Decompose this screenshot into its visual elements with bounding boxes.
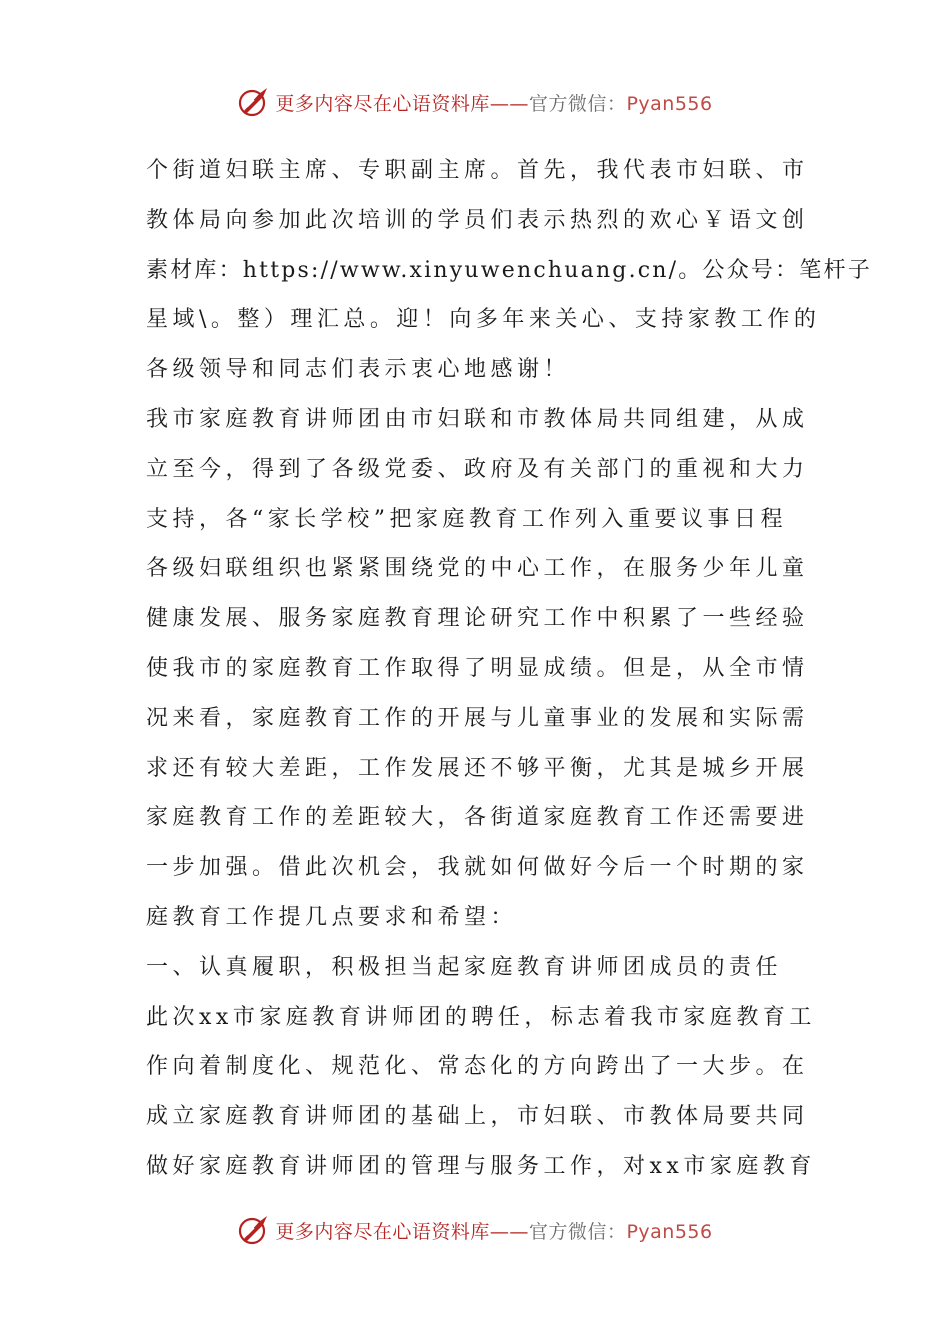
body-line: 一步加强。借此次机会，我就如何做好今后一个时期的家 — [146, 855, 809, 881]
body-line: 做好家庭教育讲师团的管理与服务工作，对xx市家庭教育 — [146, 1153, 816, 1179]
body-line: 素材库：https://www.xinyuwenchuang.cn/。公众号：笔杆子 — [146, 257, 872, 283]
body-line: 星域\。整）理汇总。迎！向多年来关心、支持家教工作的 — [146, 307, 821, 333]
body-line: 立至今，得到了各级党委、政府及有关部门的重视和大力 — [146, 456, 809, 482]
body-line: 各级妇联组织也紧紧围绕党的中心工作，在服务少年儿童 — [146, 556, 809, 582]
body-line: 使我市的家庭教育工作取得了明显成绩。但是，从全市情 — [146, 655, 809, 681]
footer-text — [275, 1217, 712, 1244]
header-dash: —— — [489, 92, 529, 115]
body-line: 求还有较大差距，工作发展还不够平衡，尤其是城乡开展 — [146, 755, 809, 781]
body-line: 健康发展、服务家庭教育理论研究工作中积累了一些经验 — [146, 606, 809, 632]
body-line: 我市家庭教育讲师团由市妇联和市教体局共同组建，从成 — [146, 406, 809, 432]
body-line: 况来看，家庭教育工作的开展与儿童事业的发展和实际需 — [146, 705, 809, 731]
body-line: 此次xx市家庭教育讲师团的聘任，标志着我市家庭教育工 — [146, 1004, 816, 1030]
header-banner — [0, 80, 950, 124]
body-line: 作向着制度化、规范化、常态化的方向跨出了一大步。在 — [146, 1054, 809, 1080]
body-line: 个街道妇联主席、专职副主席。首先，我代表市妇联、市 — [146, 158, 809, 183]
footer-banner — [0, 1208, 950, 1252]
header-wechat-label: 官方微信： — [528, 92, 627, 115]
footer-wechat-label: 官方微信： — [528, 1220, 627, 1243]
quill-pen-logo-icon — [237, 1213, 271, 1247]
footer-brand: 更多内容尽在心语资料库 — [275, 1220, 490, 1243]
footer-dash: —— — [489, 1220, 529, 1243]
body-line: 教体局向参加此次培训的学员们表示热烈的欢心￥语文创 — [146, 207, 809, 233]
header-brand: 更多内容尽在心语资料库 — [275, 92, 490, 115]
body-line: 各级领导和同志们表示衷心地感谢！ — [146, 357, 571, 383]
header-wechat-id: Pyan556 — [626, 92, 713, 115]
body-line: 家庭教育工作的差距较大，各街道家庭教育工作还需要进 — [146, 805, 809, 831]
body-line: 成立家庭教育讲师团的基础上，市妇联、市教体局要共同 — [146, 1104, 809, 1130]
header-text — [275, 89, 712, 116]
quill-pen-logo-icon — [237, 85, 271, 119]
body-line: 支持，各“家长学校”把家庭教育工作列入重要议事日程 — [146, 506, 787, 532]
body-line: 庭教育工作提几点要求和希望： — [146, 904, 518, 930]
document-body — [146, 146, 872, 1192]
section-heading: 一、认真履职，积极担当起家庭教育讲师团成员的责任 — [146, 954, 783, 980]
footer-wechat-id: Pyan556 — [626, 1220, 713, 1243]
